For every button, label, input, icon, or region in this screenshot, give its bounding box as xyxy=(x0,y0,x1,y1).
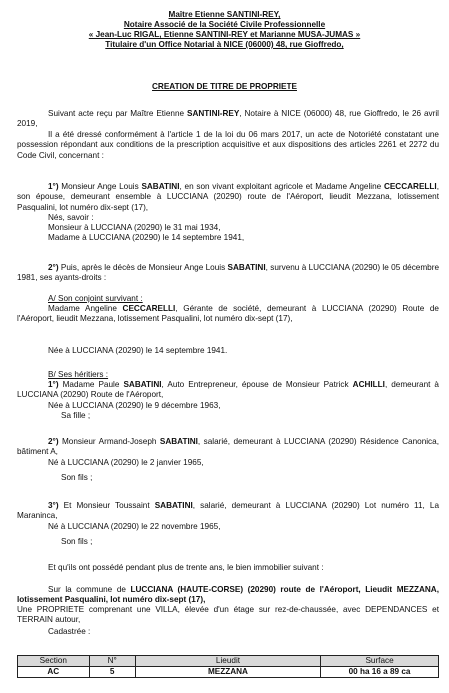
possession-paragraph: Et qu'ils ont possédé pendant plus de trente ans, le bien immobilier suivant : xyxy=(48,563,324,572)
intro-text-end: , Notaire à NICE (06000) 48, rue Gioffredo, le 26 avril 2019, xyxy=(17,109,439,129)
heir-2-surname: SABATINI xyxy=(159,437,198,446)
heir-3-relation: Son fils ; xyxy=(61,537,93,546)
column-header-surface: Surface xyxy=(321,656,439,667)
property-description: Une PROPRIETE comprenant une VILLA, élevée d'un étage sur rez-de-chaussée, avec DEPENDANCES et TERRAIN autour, xyxy=(17,605,439,625)
heir-1-address: , demeurant à LUCCIANA (20290) Route de l'Aéroport, xyxy=(17,380,439,400)
spouse-birth: Née à LUCCIANA (20290) le 14 septembre 1941. xyxy=(48,346,228,355)
heir-1-spouse-surname: ACHILLI xyxy=(352,380,385,389)
heir-2-address: , salarié, demeurant à LUCCIANA (20290) Résidence Canonica, bâtiment A, xyxy=(17,437,439,457)
spouse-text: Madame Angeline xyxy=(48,304,123,313)
heir-3-surname: SABATINI xyxy=(154,501,193,510)
spouse-heading xyxy=(17,294,439,304)
intro-text: Suivant acte reçu par Maître Etienne xyxy=(48,109,188,118)
heir-2-birth: Né à LUCCIANA (20290) le 2 janvier 1965, xyxy=(48,458,204,467)
firm-name: « Jean-Luc RIGAL, Etienne SANTINI-REY et Marianne MUSA-JUMAS » xyxy=(88,30,361,39)
deceased-surname: SABATINI xyxy=(227,263,266,272)
table-row xyxy=(18,667,439,678)
notary-name: Maître Etienne SANTINI-REY, xyxy=(168,10,281,19)
births-label: Nés, savoir : xyxy=(48,213,94,222)
cell-surface: 00 ha 16 a 89 ca xyxy=(321,667,439,678)
heir-2-text: Monsieur Armand-Joseph xyxy=(61,437,160,446)
heir-3-text: Et Monsieur Toussaint xyxy=(63,501,155,510)
heir-2-relation: Son fils ; xyxy=(61,473,93,482)
heir-3-paragraph xyxy=(17,501,439,522)
owners-paragraph xyxy=(17,182,439,213)
notary-surname: SANTINI-REY xyxy=(187,109,240,118)
property-location-text: Sur la commune de xyxy=(48,585,131,594)
owners-number: 1°) xyxy=(48,182,62,191)
column-header-lieudit: Lieudit xyxy=(135,656,320,667)
heir-3-number: 3°) xyxy=(48,501,64,510)
heir-1-paragraph xyxy=(17,380,439,401)
cadastre-header-row xyxy=(18,656,439,667)
heir-1-birth: Née à LUCCIANA (20290) le 9 décembre 1963, xyxy=(48,401,221,410)
heirs-heading xyxy=(17,370,439,380)
heir-2-paragraph xyxy=(17,437,439,458)
heir-2-number: 2°) xyxy=(48,437,62,446)
property-location xyxy=(17,585,439,606)
cell-number: 5 xyxy=(89,667,135,678)
heir-1-relation: Sa fille ; xyxy=(61,411,91,420)
heir-1-text: , Auto Entrepreneur, épouse de Monsieur Patrick xyxy=(161,380,353,389)
notoriety-paragraph: Il a été dressé conformément à l'article 1 de la loi du 06 mars 2017, un acte de Notoriété constatant une possession répondant aux conditions de la prescription acquisitive et aux dispositions des articles 2261 et 2272 du Code Civil, concernant : xyxy=(17,130,439,160)
owner-surname: SABATINI xyxy=(141,182,180,191)
cell-lieudit: MEZZANA xyxy=(135,667,320,678)
owners-text: , en son vivant exploitant agricole et Madame Angeline xyxy=(179,182,384,191)
intro-paragraph xyxy=(17,109,439,130)
heir-3-birth: Né à LUCCIANA (20290) le 22 novembre 1965, xyxy=(48,522,221,531)
owner-birth-2: Madame à LUCCIANA (20290) le 14 septembre 1941, xyxy=(48,233,245,242)
heir-1-surname: SABATINI xyxy=(123,380,162,389)
heirs-intro-text-end: , survenu à LUCCIANA (20290) le 05 décembre 1981, ses ayants-droits : xyxy=(17,263,439,283)
column-header-section: Section xyxy=(18,656,90,667)
heirs-intro-paragraph xyxy=(17,263,439,284)
heir-1-text: Madame Paule xyxy=(62,380,124,389)
notary-title: Notaire Associé de la Société Civile Professionnelle xyxy=(123,20,326,29)
heir-1-number: 1°) xyxy=(48,380,63,389)
spouse-paragraph xyxy=(17,304,439,325)
column-header-number: N° xyxy=(89,656,135,667)
spouse-surname: CECCARELLI xyxy=(122,304,176,313)
spouse-address: , Gérante de société, demeurant à LUCCIANA (20290) Route de l'Aéroport, lieudit Mezzana, lotissement Pasqualini, lot numéro dix-sept (17), xyxy=(17,304,439,324)
cell-section: AC xyxy=(18,667,90,678)
heir-3-address: , salarié, demeurant à LUCCIANA (20290) Lot numéro 11, La Maraninca, xyxy=(17,501,439,521)
heirs-intro-text: Puis, après le décès de Monsieur Ange Louis xyxy=(60,263,228,272)
document-title: CREATION DE TITRE DE PROPRIETE xyxy=(152,82,297,91)
owners-address: , son épouse, demeurant ensemble à LUCCIANA (20290) route de l'Aéroport, lieudit Mezzana, lotissement Pasqualini, lot numéro dix-sept (17), xyxy=(17,182,439,212)
property-address: LUCCIANA (HAUTE-CORSE) (20290) route de l'Aéroport, Lieudit MEZZANA, lotissement Pasqualini, lot numéro dix-sept (17), xyxy=(17,585,439,605)
heirs-heading-text: B/ Ses héritiers : xyxy=(48,370,109,379)
cadastre-table xyxy=(17,655,439,678)
owner-birth-1: Monsieur à LUCCIANA (20290) le 31 mai 1934, xyxy=(48,223,221,232)
owners-text: Monsieur Ange Louis xyxy=(61,182,142,191)
spouse-heading-text: A/ Son conjoint survivant : xyxy=(48,294,143,303)
cadastre-label: Cadastrée : xyxy=(48,627,91,636)
spouse-surname: CECCARELLI xyxy=(383,182,437,191)
heirs-intro-number: 2°) xyxy=(48,263,61,272)
office-address: Titulaire d'un Office Notarial à NICE (06000) 48, rue Gioffredo, xyxy=(105,40,344,49)
